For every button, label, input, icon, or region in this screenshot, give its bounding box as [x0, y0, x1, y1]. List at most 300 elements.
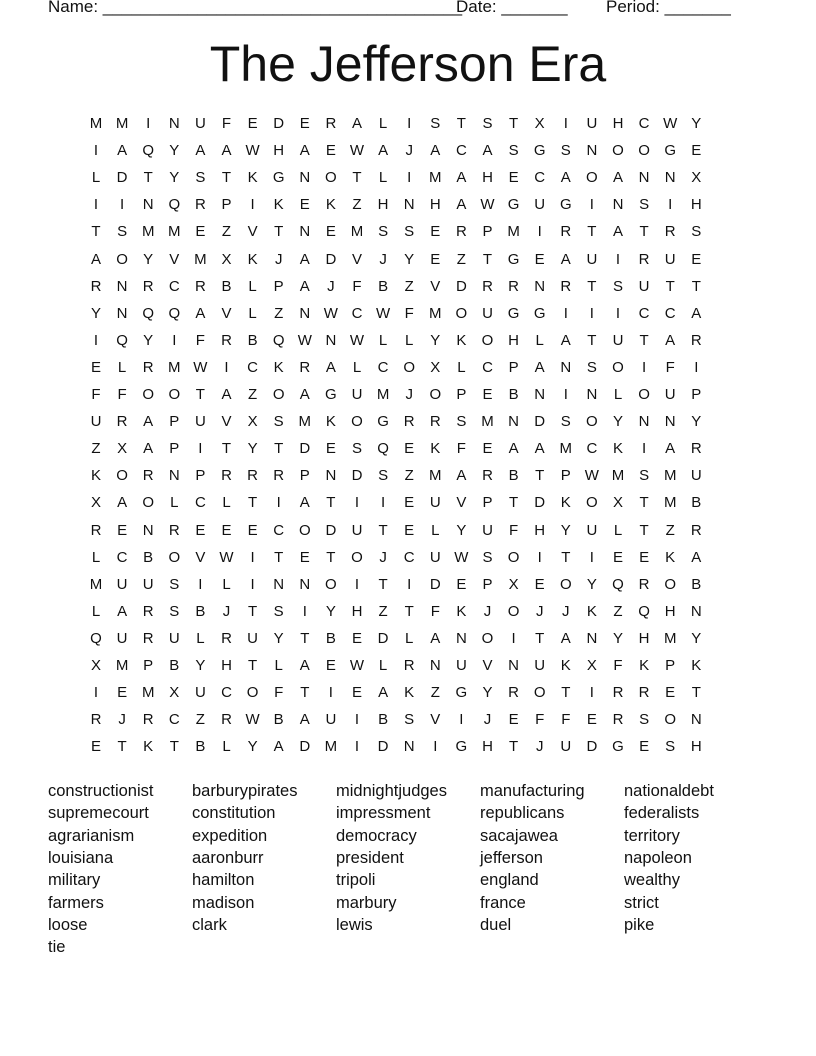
- grid-letter[interactable]: Y: [404, 250, 415, 268]
- grid-letter[interactable]: R: [325, 115, 337, 132]
- grid-letter[interactable]: H: [273, 142, 285, 160]
- grid-letter[interactable]: L: [535, 331, 544, 349]
- grid-letter[interactable]: G: [455, 684, 468, 702]
- grid-letter[interactable]: H: [351, 602, 363, 620]
- grid-letter[interactable]: N: [299, 575, 311, 593]
- grid-letter[interactable]: Y: [143, 250, 154, 268]
- grid-letter[interactable]: N: [273, 575, 285, 593]
- grid-letter[interactable]: M: [663, 629, 677, 647]
- grid-letter[interactable]: U: [142, 575, 154, 593]
- grid-letter[interactable]: I: [93, 684, 99, 702]
- grid-letter[interactable]: R: [482, 467, 493, 485]
- grid-letter[interactable]: L: [378, 115, 388, 132]
- grid-letter[interactable]: N: [299, 223, 311, 241]
- grid-letter[interactable]: I: [642, 358, 647, 376]
- grid-letter[interactable]: W: [297, 331, 312, 349]
- grid-letter[interactable]: J: [327, 277, 335, 295]
- grid-letter[interactable]: E: [117, 684, 128, 702]
- grid-letter[interactable]: I: [276, 494, 281, 512]
- grid-letter[interactable]: H: [612, 115, 624, 132]
- grid-letter[interactable]: N: [299, 169, 311, 187]
- grid-letter[interactable]: A: [117, 142, 128, 160]
- grid-letter[interactable]: T: [639, 223, 649, 241]
- grid-letter[interactable]: X: [169, 684, 180, 702]
- grid-letter[interactable]: A: [299, 386, 310, 403]
- grid-letter[interactable]: K: [143, 738, 154, 756]
- grid-letter[interactable]: T: [509, 738, 519, 756]
- grid-letter[interactable]: F: [195, 331, 205, 349]
- grid-letter[interactable]: G: [533, 304, 546, 322]
- grid-letter[interactable]: S: [560, 413, 571, 431]
- grid-letter[interactable]: E: [534, 575, 545, 593]
- grid-letter[interactable]: O: [559, 575, 572, 593]
- grid-letter[interactable]: E: [299, 115, 310, 132]
- grid-letter[interactable]: Z: [195, 711, 205, 729]
- grid-letter[interactable]: R: [560, 277, 572, 295]
- grid-letter[interactable]: K: [325, 413, 336, 431]
- grid-letter[interactable]: T: [300, 684, 310, 702]
- grid-letter[interactable]: I: [354, 738, 360, 756]
- grid-letter[interactable]: S: [404, 223, 415, 241]
- grid-letter[interactable]: A: [378, 684, 389, 702]
- grid-letter[interactable]: P: [143, 657, 154, 674]
- grid-letter[interactable]: E: [508, 711, 519, 729]
- grid-letter[interactable]: A: [195, 142, 206, 160]
- grid-letter[interactable]: O: [325, 169, 337, 187]
- grid-letter[interactable]: A: [691, 548, 702, 566]
- grid-letter[interactable]: L: [91, 548, 101, 566]
- grid-letter[interactable]: M: [663, 494, 677, 512]
- grid-letter[interactable]: K: [456, 602, 467, 620]
- grid-letter[interactable]: V: [351, 250, 362, 268]
- grid-letter[interactable]: T: [300, 629, 310, 647]
- grid-letter[interactable]: E: [221, 521, 232, 539]
- grid-letter[interactable]: R: [299, 358, 311, 376]
- grid-letter[interactable]: R: [403, 657, 415, 674]
- grid-letter[interactable]: M: [350, 223, 364, 241]
- grid-letter[interactable]: N: [116, 277, 128, 295]
- grid-letter[interactable]: R: [90, 521, 102, 539]
- grid-letter[interactable]: E: [247, 521, 258, 539]
- grid-letter[interactable]: Y: [691, 629, 702, 647]
- grid-letter[interactable]: O: [351, 413, 363, 431]
- grid-letter[interactable]: W: [245, 142, 260, 160]
- grid-letter[interactable]: M: [429, 169, 442, 187]
- grid-letter[interactable]: R: [664, 223, 676, 241]
- grid-letter[interactable]: O: [586, 494, 598, 512]
- grid-letter[interactable]: R: [142, 277, 154, 295]
- grid-letter[interactable]: N: [586, 142, 598, 160]
- grid-letter[interactable]: K: [273, 196, 284, 214]
- grid-letter[interactable]: S: [430, 115, 441, 132]
- grid-letter[interactable]: G: [533, 142, 546, 160]
- grid-letter[interactable]: G: [455, 738, 468, 756]
- grid-letter[interactable]: P: [456, 386, 467, 403]
- grid-letter[interactable]: I: [354, 711, 360, 729]
- grid-letter[interactable]: E: [325, 440, 336, 458]
- grid-letter[interactable]: R: [690, 331, 702, 349]
- grid-letter[interactable]: L: [222, 575, 231, 593]
- grid-letter[interactable]: C: [534, 169, 546, 187]
- grid-letter[interactable]: Z: [613, 602, 623, 620]
- grid-letter[interactable]: R: [482, 277, 493, 295]
- grid-letter[interactable]: P: [560, 467, 571, 485]
- grid-letter[interactable]: R: [638, 250, 650, 268]
- grid-letter[interactable]: O: [168, 386, 181, 403]
- grid-letter[interactable]: E: [482, 386, 493, 403]
- grid-letter[interactable]: I: [433, 738, 438, 756]
- grid-letter[interactable]: O: [612, 142, 624, 160]
- grid-letter[interactable]: S: [482, 548, 493, 566]
- grid-letter[interactable]: N: [690, 602, 702, 620]
- grid-letter[interactable]: X: [612, 494, 623, 512]
- grid-letter[interactable]: I: [407, 575, 412, 593]
- grid-letter[interactable]: O: [351, 548, 363, 566]
- grid-letter[interactable]: M: [89, 115, 103, 132]
- grid-letter[interactable]: E: [351, 629, 362, 647]
- grid-letter[interactable]: S: [665, 738, 676, 756]
- grid-letter[interactable]: P: [169, 440, 180, 458]
- grid-letter[interactable]: U: [664, 250, 676, 268]
- grid-letter[interactable]: J: [118, 711, 126, 729]
- grid-letter[interactable]: A: [534, 358, 545, 376]
- grid-letter[interactable]: X: [586, 657, 597, 674]
- grid-letter[interactable]: F: [117, 386, 127, 403]
- grid-letter[interactable]: C: [403, 548, 415, 566]
- grid-letter[interactable]: T: [561, 684, 571, 702]
- grid-letter[interactable]: U: [638, 277, 650, 295]
- grid-letter[interactable]: T: [169, 738, 179, 756]
- grid-letter[interactable]: A: [117, 494, 128, 512]
- grid-letter[interactable]: S: [378, 467, 389, 485]
- grid-letter[interactable]: M: [324, 738, 338, 756]
- grid-letter[interactable]: A: [299, 494, 310, 512]
- grid-letter[interactable]: E: [404, 521, 415, 539]
- grid-letter[interactable]: Y: [691, 413, 702, 431]
- grid-letter[interactable]: Y: [247, 738, 258, 756]
- grid-letter[interactable]: U: [194, 115, 206, 132]
- grid-letter[interactable]: U: [90, 413, 102, 431]
- grid-letter[interactable]: U: [116, 575, 128, 593]
- grid-letter[interactable]: T: [535, 629, 545, 647]
- grid-letter[interactable]: Y: [456, 521, 467, 539]
- grid-letter[interactable]: D: [299, 440, 311, 458]
- grid-letter[interactable]: N: [534, 386, 546, 403]
- grid-letter[interactable]: R: [560, 223, 572, 241]
- grid-letter[interactable]: Q: [638, 602, 650, 620]
- grid-letter[interactable]: A: [560, 169, 571, 187]
- grid-letter[interactable]: C: [116, 548, 128, 566]
- grid-letter[interactable]: I: [589, 684, 594, 702]
- grid-letter[interactable]: N: [690, 711, 702, 729]
- grid-letter[interactable]: W: [349, 331, 365, 349]
- grid-letter[interactable]: M: [115, 657, 129, 674]
- grid-letter[interactable]: C: [221, 684, 232, 702]
- grid-letter[interactable]: T: [195, 386, 205, 403]
- grid-letter[interactable]: S: [456, 413, 467, 431]
- grid-letter[interactable]: C: [586, 440, 598, 458]
- grid-letter[interactable]: N: [325, 467, 337, 485]
- grid-letter[interactable]: L: [613, 386, 623, 403]
- grid-letter[interactable]: J: [483, 711, 492, 729]
- grid-letter[interactable]: U: [534, 196, 546, 214]
- grid-letter[interactable]: F: [535, 711, 545, 729]
- grid-letter[interactable]: D: [586, 738, 598, 756]
- grid-letter[interactable]: E: [90, 358, 101, 376]
- grid-letter[interactable]: A: [456, 467, 467, 485]
- grid-letter[interactable]: J: [274, 250, 283, 268]
- grid-letter[interactable]: W: [193, 358, 208, 376]
- name-field-label[interactable]: Name: ______________________________________: [48, 0, 463, 16]
- grid-letter[interactable]: R: [690, 440, 702, 458]
- grid-letter[interactable]: I: [642, 440, 647, 458]
- grid-letter[interactable]: H: [377, 196, 389, 214]
- grid-letter[interactable]: W: [349, 142, 365, 160]
- grid-letter[interactable]: R: [221, 331, 232, 349]
- grid-letter[interactable]: F: [561, 711, 571, 729]
- grid-letter[interactable]: A: [299, 711, 310, 729]
- grid-letter[interactable]: V: [169, 250, 180, 268]
- grid-letter[interactable]: N: [403, 738, 415, 756]
- grid-letter[interactable]: I: [407, 169, 412, 187]
- grid-letter[interactable]: T: [274, 223, 284, 241]
- grid-letter[interactable]: C: [638, 115, 650, 132]
- grid-letter[interactable]: B: [247, 331, 258, 349]
- grid-letter[interactable]: U: [664, 386, 676, 403]
- grid-letter[interactable]: C: [168, 711, 180, 729]
- grid-letter[interactable]: R: [455, 223, 467, 241]
- grid-letter[interactable]: A: [430, 629, 441, 647]
- grid-letter[interactable]: H: [429, 196, 441, 214]
- grid-letter[interactable]: P: [482, 494, 493, 512]
- grid-letter[interactable]: R: [116, 413, 128, 431]
- grid-letter[interactable]: U: [116, 629, 128, 647]
- grid-letter[interactable]: I: [668, 196, 673, 214]
- grid-letter[interactable]: A: [612, 169, 623, 187]
- grid-letter[interactable]: K: [639, 657, 650, 674]
- grid-letter[interactable]: F: [274, 684, 284, 702]
- grid-letter[interactable]: B: [273, 711, 284, 729]
- grid-letter[interactable]: T: [326, 548, 336, 566]
- grid-letter[interactable]: K: [560, 657, 571, 674]
- grid-letter[interactable]: T: [691, 684, 701, 702]
- grid-letter[interactable]: R: [612, 711, 624, 729]
- grid-letter[interactable]: R: [273, 467, 285, 485]
- grid-letter[interactable]: U: [612, 331, 624, 349]
- grid-letter[interactable]: O: [664, 575, 677, 593]
- grid-letter[interactable]: F: [509, 521, 519, 539]
- grid-letter[interactable]: Q: [272, 331, 285, 349]
- grid-letter[interactable]: A: [560, 250, 571, 268]
- grid-letter[interactable]: P: [169, 413, 180, 431]
- grid-letter[interactable]: T: [456, 115, 466, 132]
- grid-letter[interactable]: R: [142, 602, 154, 620]
- grid-letter[interactable]: Y: [90, 304, 101, 322]
- grid-letter[interactable]: R: [194, 196, 206, 214]
- grid-letter[interactable]: R: [247, 467, 259, 485]
- grid-letter[interactable]: G: [507, 196, 520, 214]
- grid-letter[interactable]: Y: [482, 684, 493, 702]
- grid-letter[interactable]: T: [274, 548, 284, 566]
- grid-letter[interactable]: Y: [612, 629, 623, 647]
- grid-letter[interactable]: A: [325, 358, 336, 376]
- grid-letter[interactable]: B: [221, 277, 232, 295]
- grid-letter[interactable]: S: [195, 169, 206, 187]
- grid-letter[interactable]: I: [172, 331, 177, 349]
- grid-letter[interactable]: Y: [691, 115, 702, 132]
- grid-letter[interactable]: S: [273, 602, 284, 620]
- grid-letter[interactable]: T: [117, 738, 127, 756]
- grid-letter[interactable]: P: [299, 467, 310, 485]
- grid-letter[interactable]: Q: [377, 440, 389, 458]
- grid-letter[interactable]: K: [586, 602, 597, 620]
- grid-letter[interactable]: E: [534, 250, 545, 268]
- grid-letter[interactable]: A: [299, 250, 310, 268]
- grid-letter[interactable]: I: [146, 115, 151, 132]
- grid-letter[interactable]: M: [141, 223, 155, 241]
- grid-letter[interactable]: L: [613, 521, 623, 539]
- grid-letter[interactable]: O: [638, 142, 650, 160]
- grid-letter[interactable]: R: [142, 467, 154, 485]
- grid-letter[interactable]: N: [638, 413, 650, 431]
- grid-letter[interactable]: N: [168, 467, 180, 485]
- grid-letter[interactable]: F: [456, 440, 466, 458]
- grid-letter[interactable]: Y: [273, 629, 284, 647]
- grid-letter[interactable]: L: [378, 169, 388, 187]
- grid-letter[interactable]: J: [405, 386, 413, 403]
- grid-letter[interactable]: T: [378, 521, 388, 539]
- grid-letter[interactable]: A: [299, 142, 310, 160]
- grid-letter[interactable]: O: [116, 250, 128, 268]
- grid-letter[interactable]: W: [245, 711, 260, 729]
- grid-letter[interactable]: A: [482, 142, 493, 160]
- grid-letter[interactable]: D: [299, 738, 311, 756]
- grid-letter[interactable]: C: [664, 304, 676, 322]
- grid-letter[interactable]: I: [563, 115, 568, 132]
- grid-letter[interactable]: A: [378, 142, 389, 160]
- grid-letter[interactable]: P: [508, 358, 519, 376]
- grid-letter[interactable]: G: [664, 142, 677, 160]
- grid-letter[interactable]: U: [690, 467, 702, 485]
- grid-letter[interactable]: S: [560, 142, 571, 160]
- grid-letter[interactable]: R: [612, 684, 624, 702]
- grid-letter[interactable]: B: [691, 494, 702, 512]
- grid-letter[interactable]: T: [404, 602, 414, 620]
- grid-letter[interactable]: I: [224, 358, 229, 376]
- grid-letter[interactable]: S: [378, 223, 389, 241]
- grid-letter[interactable]: R: [221, 467, 232, 485]
- grid-letter[interactable]: L: [222, 494, 231, 512]
- grid-letter[interactable]: T: [91, 223, 101, 241]
- grid-letter[interactable]: C: [638, 304, 650, 322]
- grid-letter[interactable]: E: [586, 711, 597, 729]
- grid-letter[interactable]: T: [326, 494, 336, 512]
- grid-letter[interactable]: E: [299, 548, 310, 566]
- grid-letter[interactable]: A: [299, 277, 310, 295]
- grid-letter[interactable]: O: [638, 386, 650, 403]
- grid-letter[interactable]: T: [482, 250, 493, 268]
- grid-letter[interactable]: I: [381, 494, 386, 512]
- grid-letter[interactable]: M: [507, 223, 520, 241]
- grid-letter[interactable]: D: [325, 250, 337, 268]
- grid-letter[interactable]: E: [404, 494, 415, 512]
- grid-letter[interactable]: I: [198, 575, 203, 593]
- grid-letter[interactable]: T: [274, 440, 284, 458]
- grid-letter[interactable]: U: [429, 494, 441, 512]
- grid-letter[interactable]: S: [508, 142, 519, 160]
- grid-letter[interactable]: T: [352, 169, 362, 187]
- grid-letter[interactable]: X: [90, 494, 101, 512]
- grid-letter[interactable]: A: [560, 331, 571, 349]
- grid-letter[interactable]: O: [116, 467, 128, 485]
- grid-letter[interactable]: T: [248, 494, 258, 512]
- grid-letter[interactable]: Y: [143, 331, 154, 349]
- grid-letter[interactable]: G: [272, 169, 285, 187]
- grid-letter[interactable]: Q: [90, 629, 102, 647]
- period-field-label[interactable]: Period: _______: [606, 0, 731, 16]
- grid-letter[interactable]: L: [352, 358, 362, 376]
- grid-letter[interactable]: Y: [430, 331, 441, 349]
- grid-letter[interactable]: D: [325, 521, 337, 539]
- grid-letter[interactable]: W: [584, 467, 599, 485]
- grid-letter[interactable]: L: [170, 494, 179, 512]
- grid-letter[interactable]: D: [534, 494, 546, 512]
- grid-letter[interactable]: N: [142, 196, 154, 214]
- grid-letter[interactable]: M: [429, 304, 442, 322]
- grid-letter[interactable]: N: [429, 657, 441, 674]
- grid-letter[interactable]: R: [142, 358, 154, 376]
- grid-letter[interactable]: E: [90, 738, 101, 756]
- grid-letter[interactable]: C: [194, 494, 206, 512]
- grid-letter[interactable]: I: [93, 196, 99, 214]
- grid-letter[interactable]: E: [508, 169, 519, 187]
- grid-letter[interactable]: J: [535, 738, 544, 756]
- grid-letter[interactable]: I: [120, 196, 125, 214]
- grid-letter[interactable]: K: [560, 494, 571, 512]
- grid-letter[interactable]: W: [349, 657, 365, 674]
- grid-letter[interactable]: O: [142, 494, 155, 512]
- grid-letter[interactable]: W: [663, 115, 678, 132]
- grid-letter[interactable]: X: [117, 440, 128, 458]
- grid-letter[interactable]: I: [511, 629, 516, 647]
- grid-letter[interactable]: N: [142, 521, 154, 539]
- grid-letter[interactable]: E: [325, 657, 336, 674]
- grid-letter[interactable]: K: [247, 169, 258, 187]
- grid-letter[interactable]: T: [665, 277, 675, 295]
- grid-letter[interactable]: U: [351, 386, 363, 403]
- grid-letter[interactable]: L: [274, 657, 283, 674]
- grid-letter[interactable]: V: [247, 223, 258, 241]
- grid-letter[interactable]: B: [508, 467, 519, 485]
- grid-letter[interactable]: T: [535, 467, 545, 485]
- grid-letter[interactable]: I: [694, 358, 699, 376]
- grid-letter[interactable]: N: [508, 657, 520, 674]
- grid-letter[interactable]: C: [351, 304, 363, 322]
- grid-letter[interactable]: W: [454, 548, 469, 566]
- grid-letter[interactable]: I: [198, 440, 203, 458]
- grid-letter[interactable]: O: [664, 711, 677, 729]
- grid-letter[interactable]: H: [534, 521, 546, 539]
- grid-letter[interactable]: N: [586, 629, 598, 647]
- grid-letter[interactable]: L: [91, 602, 101, 620]
- grid-letter[interactable]: O: [586, 169, 598, 187]
- grid-letter[interactable]: B: [378, 711, 389, 729]
- grid-letter[interactable]: W: [480, 196, 495, 214]
- grid-letter[interactable]: B: [169, 657, 180, 674]
- grid-letter[interactable]: N: [664, 169, 676, 187]
- grid-letter[interactable]: D: [351, 467, 363, 485]
- grid-letter[interactable]: Q: [612, 575, 624, 593]
